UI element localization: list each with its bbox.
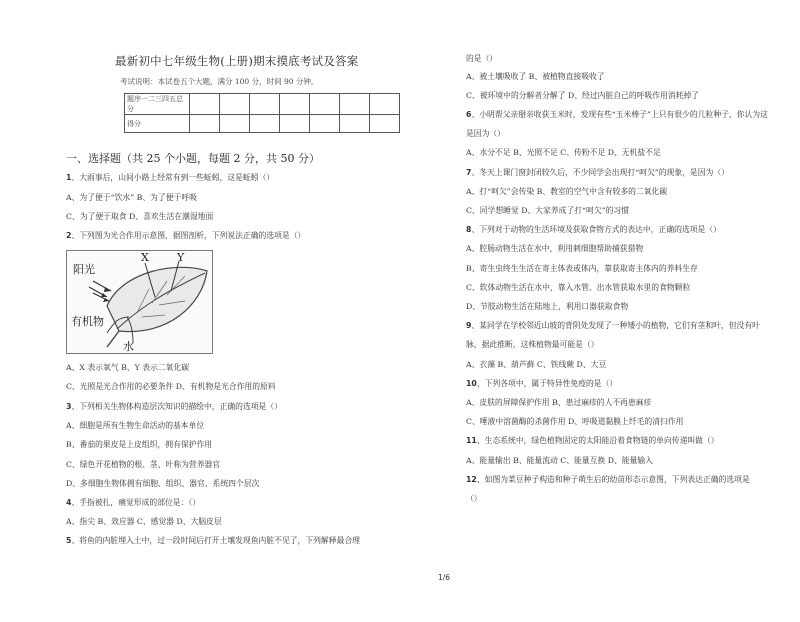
answer-options: C、同学想睡觉 D、大家养成了打“呵欠”的习惯	[466, 206, 630, 215]
question-line: （）	[466, 494, 482, 503]
answer-option: A、细胞是所有生物生命活动的基本单位	[66, 421, 205, 430]
page-title: 最新初中七年级生物(上册)期末摸底考试及答案	[115, 54, 359, 68]
answer-options: C、唾液中溶菌酶的杀菌作用 D、呼吸道黏膜上纤毛的清扫作用	[466, 417, 684, 426]
score-cell	[190, 94, 220, 115]
answer-options: C、光照是光合作用的必要条件 D、有机物是光合作用的原料	[66, 382, 276, 391]
score-table-header: 题序一二三四五总分	[125, 94, 190, 115]
label-y: Y	[177, 251, 185, 264]
score-cell	[370, 115, 400, 133]
score-cell	[250, 115, 280, 133]
score-cell	[310, 94, 340, 115]
score-cell	[280, 94, 310, 115]
answer-options: A、衣藻 B、葫芦藓 C、铁线蕨 D、大豆	[466, 360, 607, 369]
answer-options: A、能量输出 B、能量流动 C、能量互换 D、能量输入	[466, 456, 653, 465]
answer-option: B、寄生虫终生生活在寄主体表或体内，靠获取寄主体内的养料生存	[466, 264, 698, 273]
score-cell	[310, 115, 340, 133]
question-line: 7、冬天上课门窗封闭较久后，不少同学会出现打“呵欠”的现象，是因为（）	[466, 168, 729, 177]
section-heading: 一、选择题（共 25 个小题，每题 2 分，共 50 分）	[66, 152, 320, 165]
answer-options: A、水分不足 B、光照不足 C、传粉不足 D、无机盐不足	[466, 148, 661, 157]
question-line: 1、大雨事后，山间小路上经常有到一些蚯蚓，这是蚯蚓（）	[66, 173, 275, 182]
question-line: 8、下列对于动物的生活环境及获取食物方式的表达中，正确的选项是（）	[466, 225, 721, 234]
question-line: 是因为（）	[466, 129, 505, 138]
answer-option: D、节肢动物生活在陆地上，利用口器获取食物	[466, 302, 629, 311]
question-line: 12、如图为菜豆种子构造和种子萌生后的幼苗形态示意图，下列表达正确的选项是	[466, 475, 750, 484]
score-cell	[340, 94, 370, 115]
answer-options: A、X 表示氧气 B、Y 表示二氧化碳	[66, 363, 190, 372]
answer-options: A、打“呵欠”会传染 B、教室的空气中含有较多的二氧化碳	[466, 187, 668, 196]
answer-option: C、绿色开花植物的根、茎、叶称为营养器官	[66, 460, 221, 469]
score-cell	[280, 115, 310, 133]
score-cell	[250, 94, 280, 115]
question-line: 2、下列图为光合作用示意图，据图剖析，下列说法正确的选项是（）	[66, 231, 306, 240]
score-cell	[370, 94, 400, 115]
question-line: 4、手指被扎，痛觉形成的部位是：（）	[66, 498, 201, 507]
question-line: 6、小明帮父亲掰亲收获玉米时，发现有些“玉米棒子”上只有很少的几粒种子，你认为这	[466, 110, 768, 119]
page-number: 1/6	[438, 573, 451, 582]
leaf-illustration	[67, 251, 212, 353]
photosynthesis-diagram	[66, 250, 213, 354]
answer-option: D、多细胞生物体拥有细胞、组织、器官、系统四个层次	[66, 479, 260, 488]
score-cell	[340, 115, 370, 133]
question-line: 3、下列相关生物体构造层次知识的描绘中，正确的选项是（）	[66, 402, 282, 411]
answer-options: A、指尖 B、效应器 C、感觉器 D、大脑皮层	[66, 517, 222, 526]
answer-option: C、软体动物生活在水中，靠入水管、出水管获取水里的食物颗粒	[466, 283, 691, 292]
answer-options: C、为了便于取食 D、喜欢生活在潮湿地面	[66, 212, 214, 221]
answer-option: B、番茄的果皮是上皮组织，拥有保护作用	[66, 440, 213, 449]
question-line: 脉，据此推断，这株植物最可能是（）	[466, 340, 599, 349]
label-x: X	[141, 251, 149, 264]
question-line: 9、某同学在学校邻近山坡的背阴处发现了一种矮小的植物，它们有茎和叶，但没有叶	[466, 321, 760, 330]
score-cell	[220, 94, 250, 115]
answer-options: A、皮肤的屏障保护作用 B、患过麻疹的人不再患麻疹	[466, 398, 652, 407]
question-line: 的是（）	[466, 54, 498, 63]
score-cell	[220, 115, 250, 133]
score-table	[124, 93, 400, 133]
label-water: 水	[123, 340, 134, 353]
question-line: 5、将鱼的内脏埋入土中，过一段时间后打开土壤发现鱼内脏不见了，下列解释最合理	[66, 536, 360, 545]
question-line: 11、生态系统中，绿色植物固定的太阳能沿着食物链的单向传递叫做（）	[466, 436, 719, 445]
score-cell	[190, 115, 220, 133]
answer-option: A、腔肠动物生活在水中，利用刺细胞帮助捕获猎物	[466, 244, 644, 253]
exam-instructions: 考试说明：本试卷五个大题，满分 100 分，时间 90 分钟。	[120, 77, 319, 86]
score-row-label: 得分	[125, 115, 190, 133]
answer-options: C、被环境中的分解者分解了 D、经过内脏自己的呼吸作用消耗掉了	[466, 91, 700, 100]
question-line: 10、下列各项中，属于特异性免疫的是（）	[466, 379, 618, 388]
label-organic-matter: 有机物	[71, 315, 104, 328]
answer-options: A、被土壤吸收了 B、被植物直接吸收了	[466, 72, 605, 81]
answer-options: A、为了便于“饮水” B、为了便于呼吸	[66, 193, 197, 202]
label-sunlight: 阳光	[73, 263, 95, 276]
